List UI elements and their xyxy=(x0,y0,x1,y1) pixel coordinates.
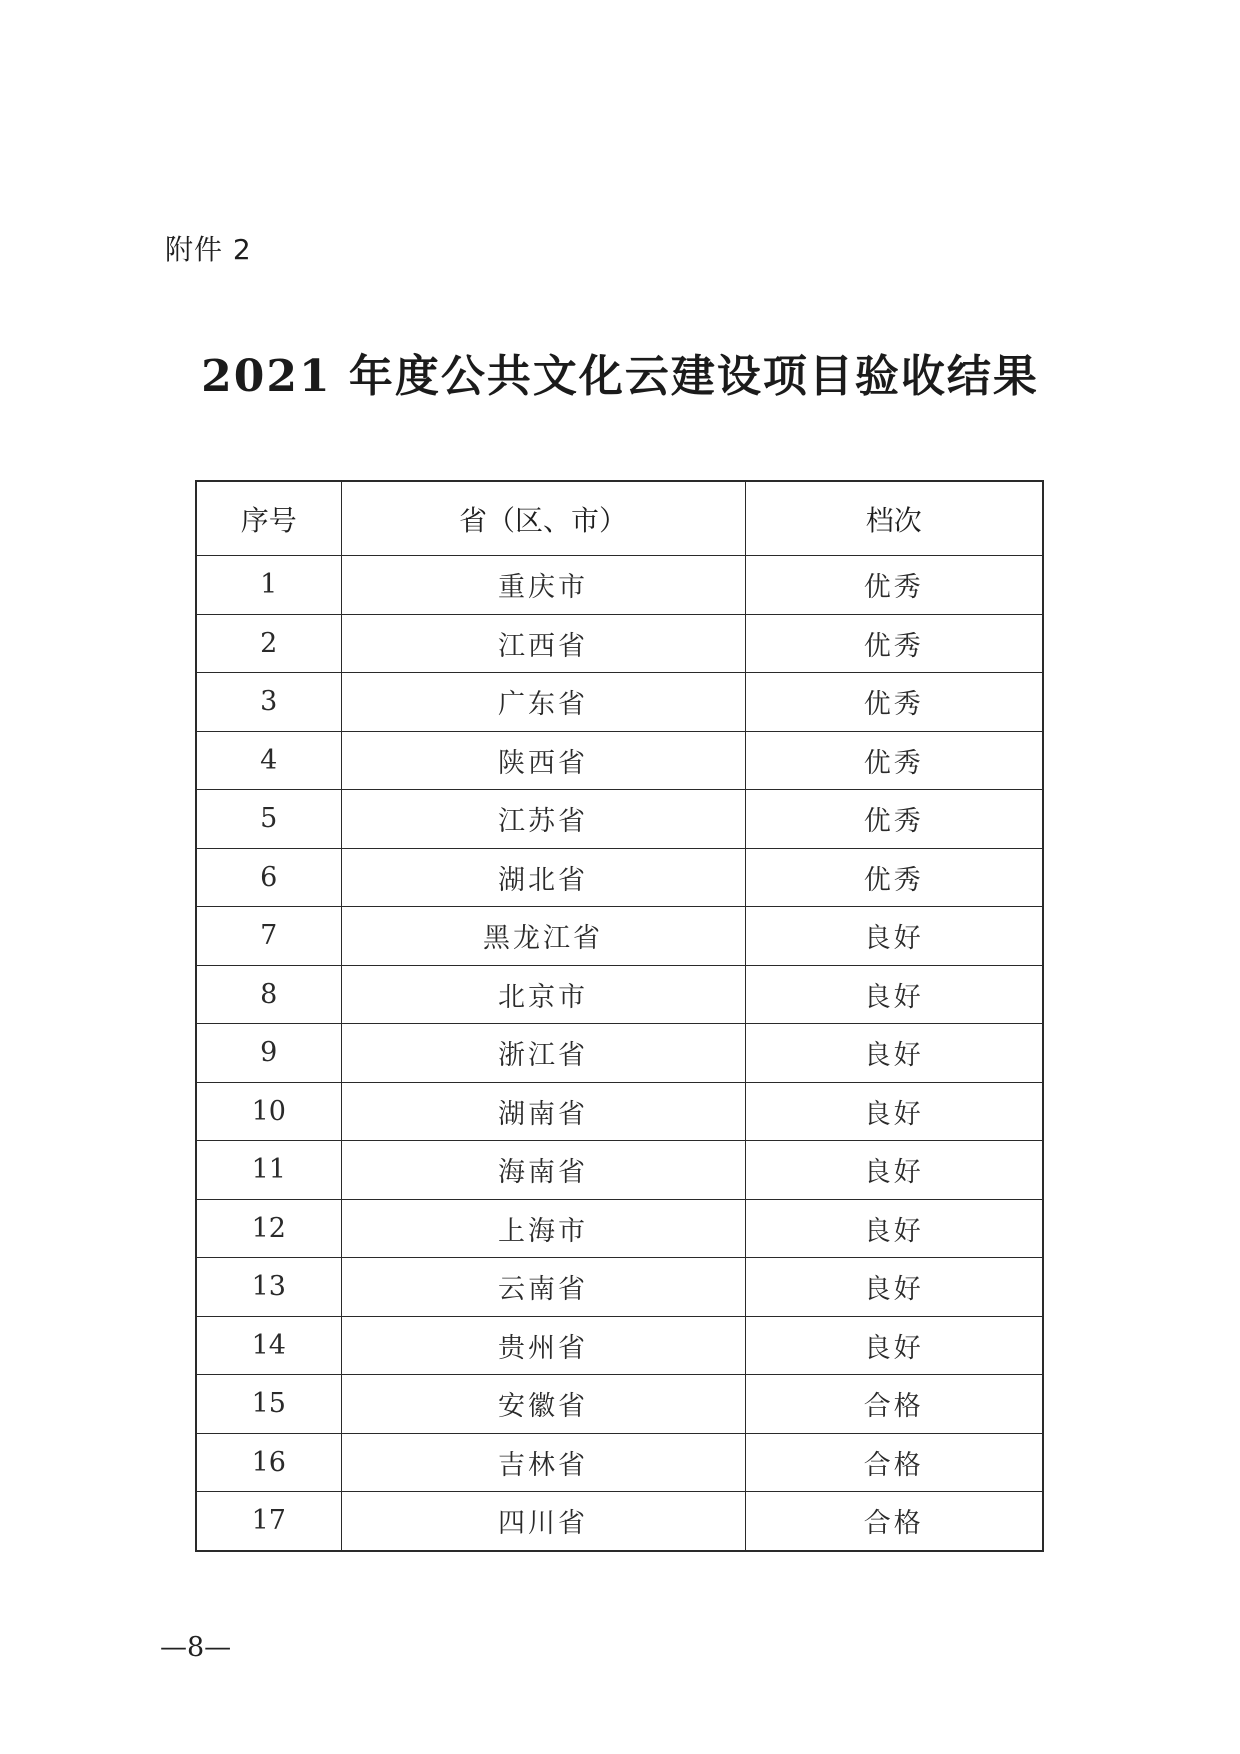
row-no: 11 xyxy=(196,1141,341,1200)
row-province: 浙江省 xyxy=(341,1024,745,1083)
row-grade: 良好 xyxy=(745,1082,1043,1141)
table-row xyxy=(196,1492,1043,1551)
row-province: 上海市 xyxy=(341,1199,745,1258)
row-no: 17 xyxy=(196,1492,341,1551)
header-no: 序号 xyxy=(196,481,341,556)
table-row xyxy=(196,1082,1043,1141)
row-province: 江西省 xyxy=(341,614,745,673)
table-row xyxy=(196,1316,1043,1375)
row-no: 15 xyxy=(196,1375,341,1434)
table-row xyxy=(196,848,1043,907)
page-number: —8— xyxy=(160,1632,232,1663)
table-row xyxy=(196,1141,1043,1200)
row-no: 13 xyxy=(196,1258,341,1317)
row-no: 2 xyxy=(196,614,341,673)
row-grade: 优秀 xyxy=(745,556,1043,615)
row-province: 安徽省 xyxy=(341,1375,745,1434)
row-grade: 合格 xyxy=(745,1433,1043,1492)
row-no: 14 xyxy=(196,1316,341,1375)
row-grade: 良好 xyxy=(745,1141,1043,1200)
row-province: 湖北省 xyxy=(341,848,745,907)
row-province: 吉林省 xyxy=(341,1433,745,1492)
table-row xyxy=(196,790,1043,849)
row-grade: 良好 xyxy=(745,1024,1043,1083)
row-province: 湖南省 xyxy=(341,1082,745,1141)
row-province: 海南省 xyxy=(341,1141,745,1200)
row-no: 7 xyxy=(196,907,341,966)
results-table xyxy=(195,480,1044,1552)
row-grade: 合格 xyxy=(745,1492,1043,1551)
row-grade: 优秀 xyxy=(745,790,1043,849)
row-grade: 合格 xyxy=(745,1375,1043,1434)
row-grade: 良好 xyxy=(745,965,1043,1024)
row-grade: 优秀 xyxy=(745,731,1043,790)
row-grade: 良好 xyxy=(745,907,1043,966)
table-header-row xyxy=(196,481,1043,556)
row-no: 16 xyxy=(196,1433,341,1492)
row-grade: 优秀 xyxy=(745,848,1043,907)
row-grade: 良好 xyxy=(745,1316,1043,1375)
row-no: 6 xyxy=(196,848,341,907)
table-row xyxy=(196,965,1043,1024)
row-no: 12 xyxy=(196,1199,341,1258)
table-row xyxy=(196,1375,1043,1434)
header-grade: 档次 xyxy=(745,481,1043,556)
row-province: 重庆市 xyxy=(341,556,745,615)
row-province: 北京市 xyxy=(341,965,745,1024)
table-row xyxy=(196,907,1043,966)
row-province: 四川省 xyxy=(341,1492,745,1551)
table-row xyxy=(196,614,1043,673)
attachment-label: 附件 2 xyxy=(165,233,252,266)
row-no: 10 xyxy=(196,1082,341,1141)
table-row xyxy=(196,1433,1043,1492)
table-row xyxy=(196,1258,1043,1317)
row-no: 1 xyxy=(196,556,341,615)
table-row xyxy=(196,673,1043,732)
row-no: 5 xyxy=(196,790,341,849)
row-province: 陕西省 xyxy=(341,731,745,790)
row-grade: 优秀 xyxy=(745,614,1043,673)
row-province: 云南省 xyxy=(341,1258,745,1317)
row-no: 9 xyxy=(196,1024,341,1083)
row-province: 江苏省 xyxy=(341,790,745,849)
row-no: 4 xyxy=(196,731,341,790)
document-title: 2021 年度公共文化云建设项目验收结果 xyxy=(201,351,1039,402)
table-row xyxy=(196,1024,1043,1083)
row-province: 贵州省 xyxy=(341,1316,745,1375)
row-no: 8 xyxy=(196,965,341,1024)
row-grade: 优秀 xyxy=(745,673,1043,732)
row-province: 黑龙江省 xyxy=(341,907,745,966)
row-no: 3 xyxy=(196,673,341,732)
row-province: 广东省 xyxy=(341,673,745,732)
table-row xyxy=(196,731,1043,790)
table-row xyxy=(196,556,1043,615)
table-row xyxy=(196,1199,1043,1258)
row-grade: 良好 xyxy=(745,1258,1043,1317)
row-grade: 良好 xyxy=(745,1199,1043,1258)
header-province: 省（区、市） xyxy=(341,481,745,556)
